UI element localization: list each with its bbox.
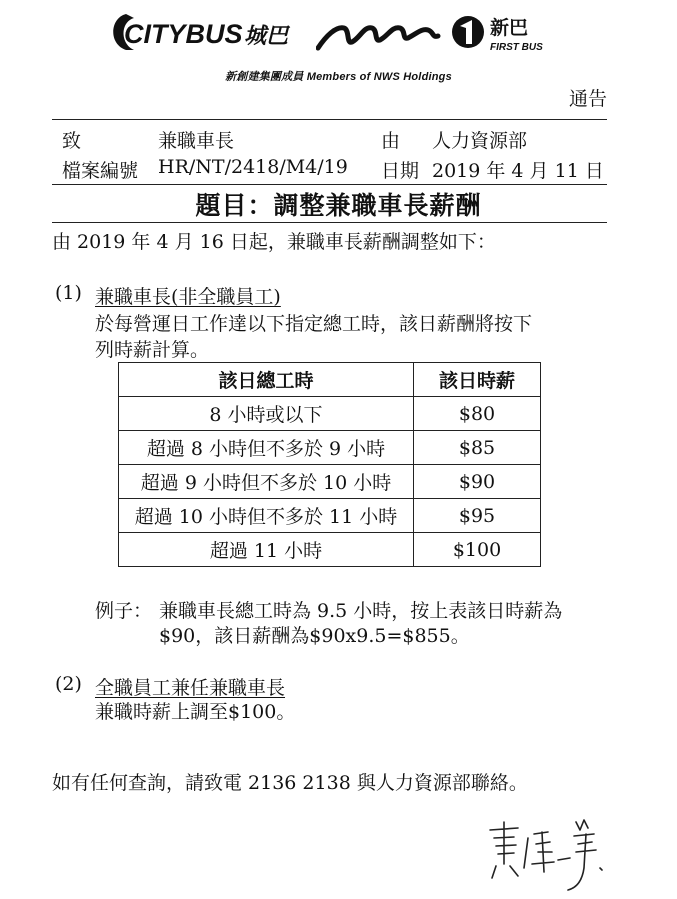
- section2-body: 兼職時薪上調至$100。: [95, 701, 296, 723]
- rate-cell: $95: [414, 499, 541, 533]
- citybus-brand: CITYBUS: [124, 19, 243, 49]
- citybus-chinese: 城巴: [244, 24, 289, 49]
- column-header-rate: 該日時薪: [414, 363, 541, 397]
- hours-cell: 超過 8 小時但不多於 9 小時: [119, 431, 414, 465]
- table-header-row: [119, 363, 541, 397]
- example-line2: $90，該日薪酬為$90x9.5=$855。: [159, 625, 470, 647]
- firstbus-chinese: 新巴: [490, 17, 529, 39]
- firstbus-brand: FIRST BUS: [490, 42, 543, 53]
- date-value: 2019 年 4 月 11 日: [432, 160, 604, 182]
- rate-cell: $90: [414, 465, 541, 499]
- to-value: 兼職車長: [158, 130, 235, 152]
- rate-cell: $100: [414, 533, 541, 567]
- members-line: 新創建集團成員 Members of NWS Holdings: [225, 71, 452, 83]
- reference-label: 檔案編號: [62, 160, 139, 182]
- intro-text: 由 2019 年 4 月 16 日起，兼職車長薪酬調整如下：: [52, 231, 496, 253]
- from-label: 由: [381, 130, 401, 152]
- table-row: [119, 533, 541, 567]
- example-label: 例子：: [95, 600, 153, 622]
- handwritten-signature: [484, 808, 614, 895]
- section1-title: 兼職車長(非全職員工): [95, 286, 281, 308]
- example-line1: 兼職車長總工時為 9.5 小時，按上表該日時薪為: [159, 600, 563, 622]
- to-label: 致: [62, 130, 82, 152]
- section1-number: (1): [55, 282, 82, 304]
- contact-text: 如有任何查詢，請致電 2136 2138 與人力資源部聯絡。: [52, 772, 528, 794]
- rate-cell: $80: [414, 397, 541, 431]
- subject-bottom-rule: [52, 222, 607, 223]
- reference-value: HR/NT/2418/M4/19: [158, 156, 348, 178]
- hours-cell: 超過 10 小時但不多於 11 小時: [119, 499, 414, 533]
- section2-title: 全職員工兼任兼職車長: [95, 677, 286, 699]
- wave-script-icon: [318, 28, 438, 48]
- table-row: [119, 465, 541, 499]
- document-type: 通告: [568, 88, 607, 110]
- rate-cell: $85: [414, 431, 541, 465]
- header-mid-rule: [52, 184, 607, 185]
- section2-number: (2): [55, 673, 82, 695]
- section1-body-line1: 於每營運日工作達以下指定總工時，該日薪酬將按下: [95, 313, 533, 335]
- nwfb-logo: [316, 8, 556, 56]
- citybus-logo: [104, 8, 304, 56]
- from-value: 人力資源部: [432, 130, 528, 152]
- header-top-rule: [52, 119, 607, 120]
- table-row: [119, 431, 541, 465]
- table-row: [119, 499, 541, 533]
- section1-body-line2: 列時薪計算。: [95, 339, 210, 361]
- subject-title: 題目：調整兼職車長薪酬: [195, 191, 482, 220]
- column-header-hours: 該日總工時: [119, 363, 414, 397]
- hourly-rate-table: [118, 362, 541, 567]
- hours-cell: 超過 9 小時但不多於 10 小時: [119, 465, 414, 499]
- table-row: [119, 397, 541, 431]
- hours-cell: 8 小時或以下: [119, 397, 414, 431]
- hours-cell: 超過 11 小時: [119, 533, 414, 567]
- date-label: 日期: [381, 160, 420, 182]
